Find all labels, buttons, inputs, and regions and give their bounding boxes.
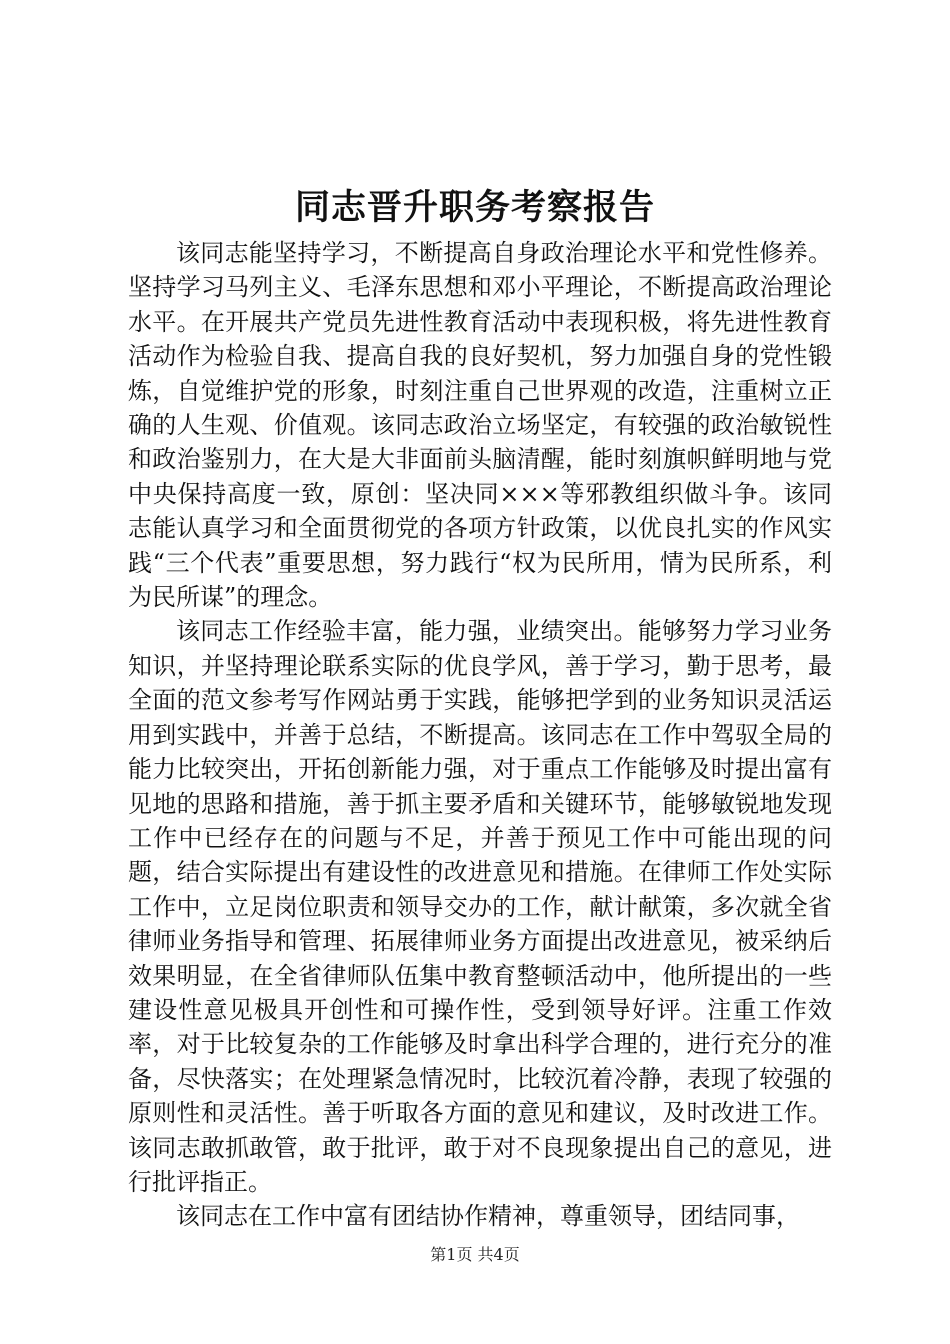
page-number-footer: 第1页 共4页 bbox=[430, 1245, 520, 1264]
document-title: 同志晋升职务考察报告 bbox=[294, 187, 655, 228]
paragraph-teamwork: 该同志在工作中富有团结协作精神，尊重领导，团结同事， bbox=[176, 1202, 800, 1231]
document-body bbox=[128, 236, 832, 1234]
paragraph-work-ability: 该同志工作经验丰富，能力强，业绩突出。能够努力学习业务知识，并坚持理论联系实际的优良学风，善于学习，勤于思考，最全面的范文参考写作网站勇于实践，能够把学到的业务知识灵活运用到实践中，并善于总结，不断提高。该同志在工作中驾驭全局的能力比较突出，开拓创新能力强，对于重点工作能够及时提出富有见地的思路和措施，善于抓主要矛盾和关键环节，能够敏锐地发现工作中已经存在的问题与不足，并善于预见工作中可能出现的问题，结合实际提出有建设性的改进意见和措施。在律师工作处实际工作中，立足岗位职责和领导交办的工作，献计献策，多次就全省律师业务指导和管理、拓展律师业务方面提出改进意见，被采纳后效果明显，在全省律师队伍集中教育整顿活动中，他所提出的一些建设性意见极具开创性和可操作性，受到领导好评。注重工作效率，对于比较复杂的工作能够及时拿出科学合理的，进行充分的准备，尽快落实；在处理紧急情况时，比较沉着冷静，表现了较强的原则性和灵活性。善于听取各方面的意见和建议，及时改进工作。该同志敢抓敢管，敢于批评，敢于对不良现象提出自己的意见，进行批评指正。 bbox=[128, 617, 832, 1196]
paragraph-political-study: 该同志能坚持学习，不断提高自身政治理论水平和党性修养。坚持学习马列主义、毛泽东思想和邓小平理论，不断提高政治理论水平。在开展共产党员先进性教育活动中表现积极，将先进性教育活动作为检验自我、提高自我的良好契机，努力加强自身的党性锻炼，自觉维护党的形象，时刻注重自己世界观的改造，注重树立正确的人生观、价值观。该同志政治立场坚定，有较强的政治敏锐性和政治鉴别力，在大是大非面前头脑清醒，能时刻旗帜鲜明地与党中央保持高度一致，原创：坚决同×××等邪教组织做斗争。该同志能认真学习和全面贯彻党的各项方针政策，以优良扎实的作风实践“三个代表”重要思想，努力践行“权为民所用，情为民所系，利为民所谋”的理念。 bbox=[128, 239, 832, 612]
